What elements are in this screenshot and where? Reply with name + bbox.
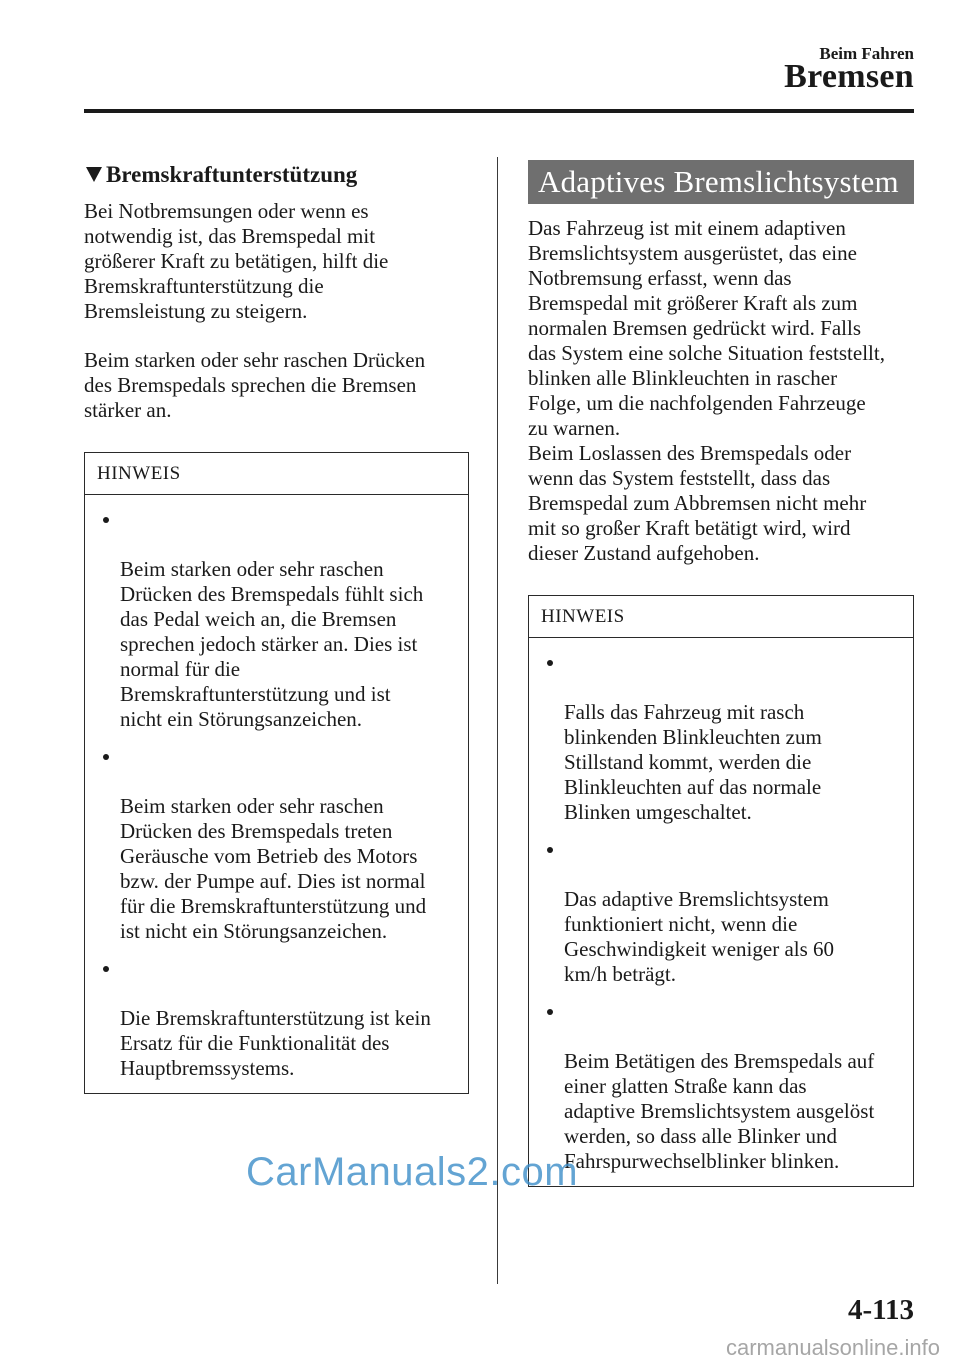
left-column bbox=[84, 158, 469, 1094]
note-body bbox=[529, 638, 913, 1186]
bullet-icon bbox=[103, 754, 109, 760]
note-item bbox=[541, 837, 901, 987]
page-number: 4-113 bbox=[847, 1294, 914, 1326]
page-title: Bremsen bbox=[784, 58, 914, 95]
note-item-text: Beim Betätigen des Bremspedals auf einer glatten Straße kann das adaptive Bremslichtsystem ausgelöst werden, so dass alle Blinker und Fahrspurwechselblinker blinken. bbox=[564, 1049, 875, 1173]
bullet-icon bbox=[547, 660, 553, 666]
note-item-text: Beim starken oder sehr raschen Drücken des Bremspedals fühlt sich das Pedal weich an, die Bremsen sprechen jedoch stärker an. Dies ist normal für die Bremskraftunterstützung und ist nicht ein Störungsanzeichen. bbox=[120, 557, 424, 731]
header-section-label: Beim Fahren bbox=[819, 44, 914, 63]
note-item-text: Die Bremskraftunterstützung ist kein Ersatz für die Funktionalität des Hauptbremssystems. bbox=[120, 1006, 431, 1080]
bullet-icon bbox=[103, 966, 109, 972]
note-item bbox=[541, 999, 901, 1174]
note-item bbox=[541, 650, 901, 825]
watermark-site: carmanualsonline.info bbox=[725, 1335, 940, 1360]
note-label: HINWEIS bbox=[529, 596, 913, 638]
bullet-icon bbox=[547, 847, 553, 853]
paragraph: Das Fahrzeug ist mit einem adaptiven Bremslichtsystem ausgerüstet, das eine Notbremsung erfasst, wenn das Bremspedal mit größerer Kraft als zum normalen Bremsen gedrückt wird. Falls das System eine solche Situation feststellt, blinken alle Blinkleuchten in rascher Folge, um die nachfolgenden Fahrzeuge zu warnen. Beim Loslassen des Bremspedals oder wenn das System feststellt, dass das Bremspedal zum Abbremsen nicht mehr mit so großer Kraft betätigt wird, wird dieser Zustand aufgehoben. bbox=[528, 216, 885, 565]
header-divider bbox=[84, 109, 914, 113]
right-column bbox=[528, 160, 914, 1187]
note-item-text: Das adaptive Bremslichtsystem funktioniert nicht, wenn die Geschwindigkeit weniger als 60 km/h beträgt. bbox=[564, 887, 835, 986]
section-heading-text: Bremskraftunterstützung bbox=[106, 161, 358, 187]
note-item bbox=[97, 507, 456, 732]
note-item-text: Beim starken oder sehr raschen Drücken des Bremspedals treten Geräusche vom Betrieb des Motors bzw. der Pumpe auf. Dies ist normal für die Bremskraftunterstützung und ist nicht ein Störungsanzeichen. bbox=[120, 794, 427, 943]
watermark-logo: CarManuals2.com bbox=[246, 1150, 579, 1194]
paragraph: Bei Notbremsungen oder wenn es notwendig ist, das Bremspedal mit größerer Kraft zu betätigen, hilft die Bremskraftunterstützung die Bremsleistung zu steigern. bbox=[84, 199, 389, 323]
note-label: HINWEIS bbox=[85, 453, 468, 495]
triangle-down-icon bbox=[86, 167, 102, 182]
column-divider bbox=[497, 157, 498, 1284]
bullet-icon bbox=[103, 517, 109, 523]
section-banner: Adaptives Bremslichtsystem bbox=[528, 160, 914, 204]
note-item bbox=[97, 744, 456, 944]
note-item-text: Falls das Fahrzeug mit rasch blinkenden Blinkleuchten zum Stillstand kommt, werden die Blinkleuchten auf das normale Blinken umgeschaltet. bbox=[564, 700, 822, 824]
note-item bbox=[97, 956, 456, 1081]
paragraph: Beim starken oder sehr raschen Drücken des Bremspedals sprechen die Bremsen stärker an. bbox=[84, 348, 426, 422]
note-box bbox=[84, 452, 469, 1094]
bullet-icon bbox=[547, 1009, 553, 1015]
note-body bbox=[85, 495, 468, 1093]
note-box bbox=[528, 595, 914, 1187]
section-heading bbox=[86, 158, 469, 190]
